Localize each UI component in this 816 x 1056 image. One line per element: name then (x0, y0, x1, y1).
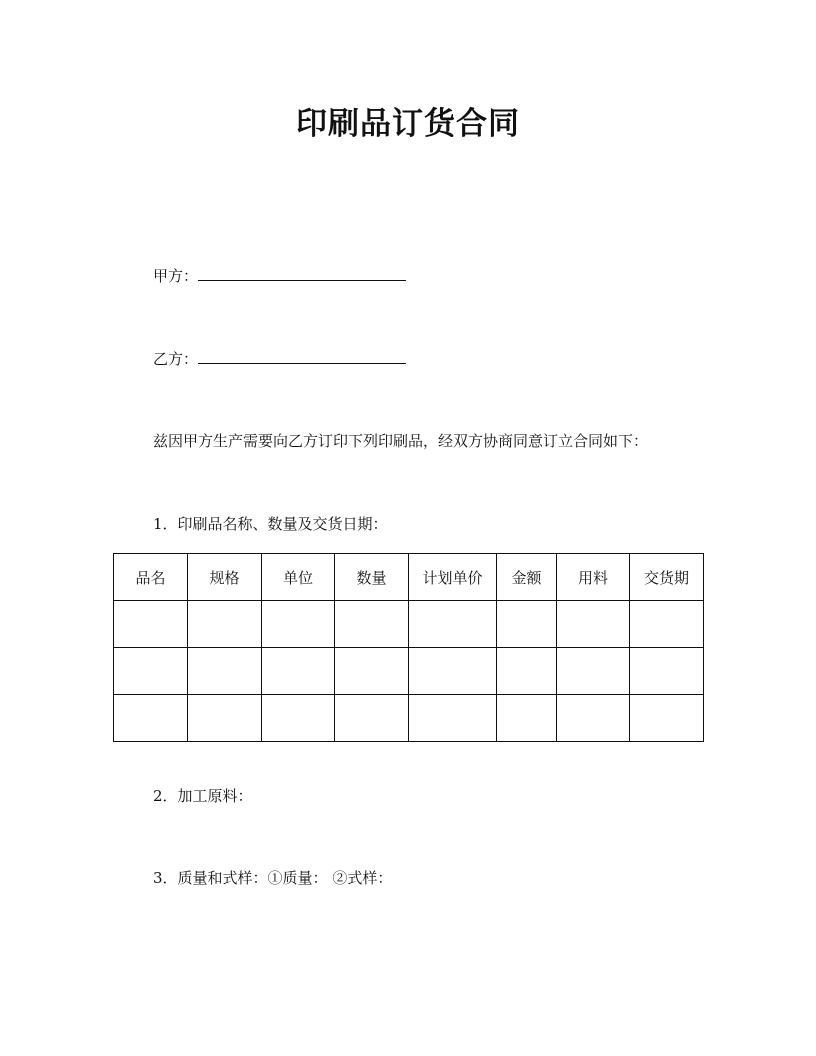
party-b-blank (198, 349, 406, 364)
intro-paragraph: 兹因甲方生产需要向乙方订印下列印刷品，经双方协商同意订立合同如下： (153, 432, 649, 450)
party-b-label: 乙方： (153, 350, 199, 368)
party-a-label: 甲方： (153, 267, 199, 285)
header-specification: 规格 (188, 554, 262, 601)
table-cell (262, 695, 335, 742)
table-cell (630, 601, 704, 648)
header-quantity: 数量 (335, 554, 409, 601)
table-cell (262, 648, 335, 695)
table-cell (557, 648, 630, 695)
table-cell (630, 648, 704, 695)
party-a-line (153, 265, 406, 286)
table-row (114, 601, 704, 648)
table-cell (188, 601, 262, 648)
table-row (114, 695, 704, 742)
header-planned-unit-price: 计划单价 (409, 554, 497, 601)
table-cell (497, 648, 557, 695)
table-cell (188, 648, 262, 695)
table-cell (409, 601, 497, 648)
section-2-heading: 2．加工原料： (153, 787, 253, 805)
table-row (114, 648, 704, 695)
table-cell (557, 601, 630, 648)
party-a-blank (198, 266, 406, 281)
table-cell (335, 648, 409, 695)
order-table (113, 553, 704, 742)
section-1-heading: 1．印刷品名称、数量及交货日期： (153, 515, 388, 533)
table-cell (409, 695, 497, 742)
table-header-row (114, 554, 704, 601)
table-cell (630, 695, 704, 742)
table-cell (114, 648, 188, 695)
page-title: 印刷品订货合同 (296, 106, 520, 142)
section-3-heading: 3．质量和式样：①质量： ②式样： (153, 869, 393, 887)
header-material: 用料 (557, 554, 630, 601)
table-cell (497, 695, 557, 742)
party-b-line (153, 348, 406, 369)
table-cell (497, 601, 557, 648)
table-cell (335, 695, 409, 742)
table-cell (114, 695, 188, 742)
header-product-name: 品名 (114, 554, 188, 601)
table-cell (188, 695, 262, 742)
table-cell (557, 695, 630, 742)
header-amount: 金额 (497, 554, 557, 601)
header-delivery-date: 交货期 (630, 554, 704, 601)
table-cell (409, 648, 497, 695)
table-cell (114, 601, 188, 648)
header-unit: 单位 (262, 554, 335, 601)
table-cell (262, 601, 335, 648)
table-cell (335, 601, 409, 648)
